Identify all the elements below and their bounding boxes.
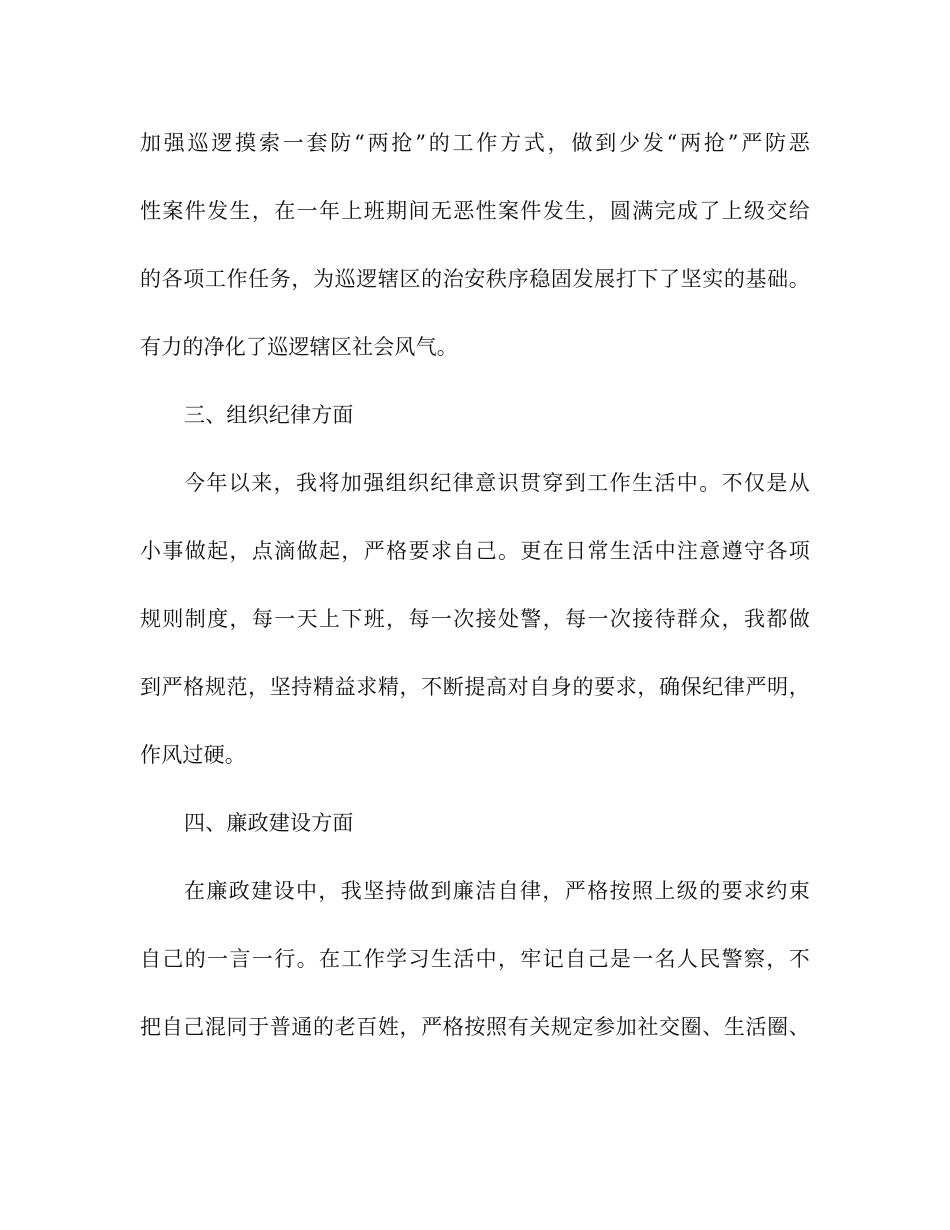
paragraph-line: 小事做起，点滴做起，严格要求自己。更在日常生活中注意遵守各项 [140, 539, 810, 563]
paragraph-line: 作风过硬。 [140, 743, 246, 767]
paragraph-line: 自己的一言一行。在工作学习生活中，牢记自己是一名人民警察，不 [140, 947, 810, 971]
paragraph-line: 的各项工作任务，为巡逻辖区的治安秩序稳固发展打下了坚实的基础。 [140, 267, 810, 291]
paragraph-line: 规则制度，每一天上下班，每一次接处警，每一次接待群众，我都做 [140, 607, 810, 631]
paragraph-line: 今年以来，我将加强组织纪律意识贯穿到工作生活中。不仅是从 [184, 471, 810, 495]
paragraph-line: 加强巡逻摸索一套防“两抢”的工作方式，做到少发“两抢”严防恶 [140, 131, 810, 155]
section-heading-organization-discipline: 三、组织纪律方面 [184, 403, 354, 427]
paragraph-line: 性案件发生，在一年上班期间无恶性案件发生，圆满完成了上级交给 [140, 199, 810, 223]
paragraph-line: 有力的净化了巡逻辖区社会风气。 [140, 335, 458, 359]
document-body [140, 118, 810, 1070]
paragraph-line: 到严格规范，坚持精益求精，不断提高对自身的要求，确保纪律严明， [140, 675, 810, 699]
section-heading-integrity-building: 四、廉政建设方面 [184, 811, 354, 835]
paragraph-line: 把自己混同于普通的老百姓，严格按照有关规定参加社交圈、生活圈、 [140, 1015, 810, 1039]
paragraph-line: 在廉政建设中，我坚持做到廉洁自律，严格按照上级的要求约束 [184, 879, 810, 903]
